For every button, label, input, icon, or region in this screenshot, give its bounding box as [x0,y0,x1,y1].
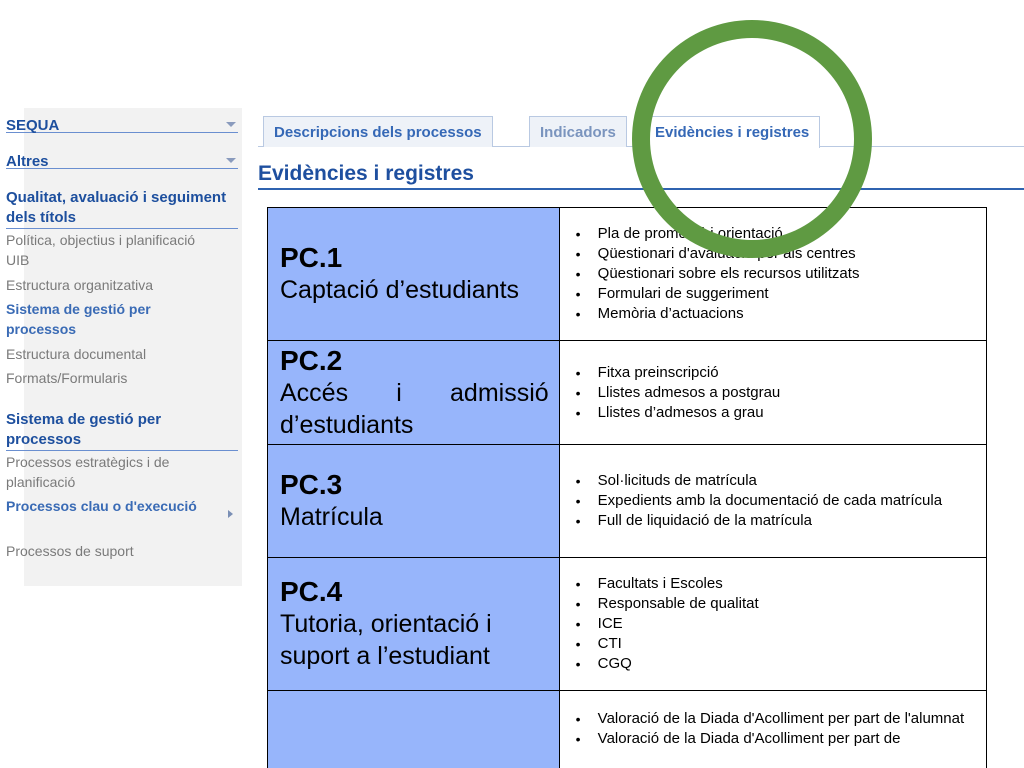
sidebar-item-formats[interactable]: Formats/Formularis [6,370,128,386]
tab-evidencies[interactable]: Evidències i registres [644,116,820,148]
sidebar-heading-qualitat[interactable]: Qualitat, avaluació i seguiment dels títols [6,188,238,229]
process-cell [268,208,560,341]
sidebar-heading-sistema[interactable]: Sistema de gestió per processos [6,410,238,451]
list-item: • CTI [598,634,974,654]
evidence-list [598,363,974,423]
sidebar-item-processos-suport[interactable]: Processos de suport [6,543,134,559]
evidence-list [598,471,974,531]
table-row [268,558,987,691]
table-row [268,208,987,341]
process-name: Matrícula [280,503,383,531]
list-item: • ICE [598,614,974,634]
tab-indicadors[interactable]: Indicadors [529,116,627,147]
chevron-right-icon [228,510,233,518]
sidebar-item-politica[interactable]: Política, objectius i planificació UIB [6,232,196,268]
evidence-list [598,574,974,674]
process-name: Captació d’estudiants [280,276,520,304]
evidence-cell [559,445,986,558]
process-cell [268,341,560,445]
evidence-cell [559,341,986,445]
sidebar-item-processos-estrategics[interactable]: Processos estratègics i de planificació [6,454,170,490]
evidence-cell [559,691,986,768]
process-name: Tutoria, orientació i suport a l’estudiant [280,610,492,670]
list-item: • Formulari de suggeriment [598,284,974,304]
sidebar-section-label: Altres [6,153,49,170]
list-item: • Llistes admesos a postgrau [598,383,974,403]
list-item: • Qüestionari d'avaluació per als centres [598,244,974,264]
sidebar-item-sistema-gestio[interactable]: Sistema de gestió per processos [6,301,151,337]
chevron-down-icon[interactable] [226,158,236,163]
page-title: Evidències i registres [258,162,474,185]
process-table [267,207,987,768]
list-item: • Full de liquidació de la matrícula [598,511,974,531]
process-code: PC.1 [280,242,343,273]
table-row [268,341,987,445]
sidebar-section-altres[interactable] [6,149,238,169]
list-item: • CGQ [598,654,974,674]
list-item: • Facultats i Escoles [598,574,974,594]
evidence-cell [559,558,986,691]
process-cell [268,445,560,558]
evidence-list [598,709,974,749]
tab-descripcions[interactable]: Descripcions dels processos [263,116,493,147]
process-code: PC.3 [280,469,343,500]
list-item: • Memòria d’actuacions [598,304,974,324]
list-item: • Responsable de qualitat [598,594,974,614]
sidebar-item-processos-clau[interactable] [6,496,216,516]
process-code: PC.4 [280,576,343,607]
table-row [268,445,987,558]
sidebar-item-estructura-organitzativa[interactable]: Estructura organitzativa [6,277,154,293]
list-item: • Qüestionari sobre els recursos utilitzats [598,264,974,284]
evidence-list [598,224,974,324]
process-cell [268,691,560,768]
sidebar-section-label: SEQUA [6,117,60,134]
list-item: • Llistes d’admesos a grau [598,403,974,423]
sidebar-section-sequa[interactable] [6,113,238,133]
process-name: Accés i admissió d’estudiants [280,378,549,439]
list-item: • Fitxa preinscripció [598,363,974,383]
list-item: • Sol·licituds de matrícula [598,471,974,491]
process-cell [268,558,560,691]
sidebar-item-estructura-documental[interactable]: Estructura documental [6,346,147,362]
list-item: • Valoració de la Diada d'Acolliment per part de [598,729,974,749]
list-item: • Valoració de la Diada d'Acolliment per part de l'alumnat [598,709,974,729]
list-item: • Pla de promoció i orientació [598,224,974,244]
list-item: • Expedients amb la documentació de cada matrícula [598,491,974,511]
table-row [268,691,987,768]
chevron-down-icon[interactable] [226,122,236,127]
title-divider [258,188,1024,190]
sidebar-item-label: Processos clau o d'execució [6,498,197,514]
evidence-cell [559,208,986,341]
process-code: PC.2 [280,344,343,376]
